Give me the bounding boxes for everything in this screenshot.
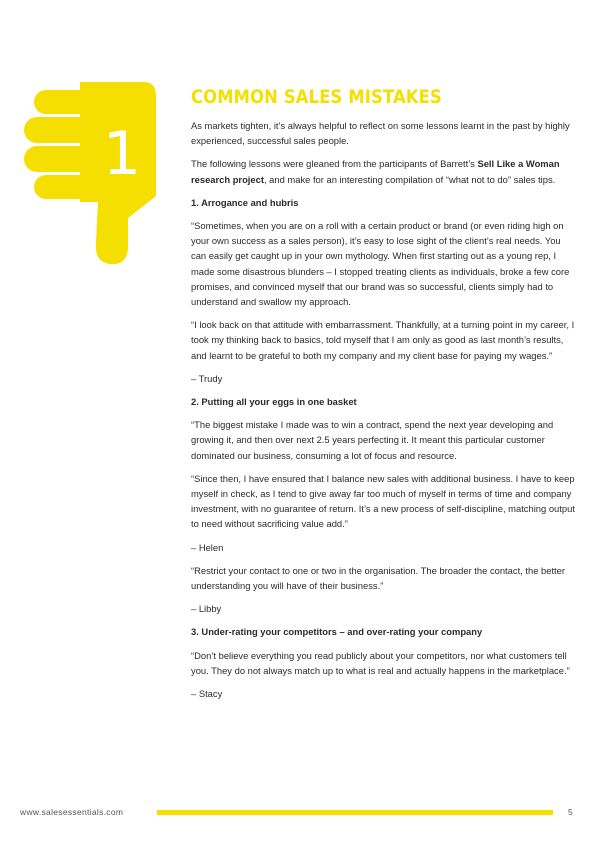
research-project-name: Sell Like a Woman research project	[191, 158, 560, 185]
section-2-attribution-2: – Libby	[191, 603, 222, 615]
page-title: COMMON SALES MISTAKES	[191, 86, 442, 108]
article	[191, 86, 576, 709]
section-2-attribution-1: – Helen	[191, 541, 224, 553]
section-2-heading: 2. Putting all your eggs in one basket	[191, 396, 357, 408]
intro-paragraph: As markets tighten, it’s always helpful to reflect on some lessons learnt in the past by highly experienced, successful sales people.	[191, 120, 570, 147]
section-1-quote-1: “Sometimes, when you are on a roll with a certain product or brand (or even riding high on your own success as a sales person), it’s easy to lose sight of the client’s real needs. You can easily get caught up in your own mythology. When first starting out as a young rep, I made some disastrous blunders – I stopped treating clients as individuals, broke a few core promises, and convinced myself that our brand was so successful, clients simply had to understand and swallow my approach.	[191, 220, 570, 308]
lead-text-before: The following lessons were gleaned from the participants of Barrett’s	[191, 158, 478, 170]
section-3-heading: 3. Under-rating your competitors – and over-rating your company	[191, 626, 483, 638]
section-1-quote-2: “I look back on that attitude with embarrassment. Thankfully, at a turning point in my career, I took my thinking back to basics, told myself that I am only as good as last month’s results, and learnt to be grateful to both my company and my client base for paying my wages.”	[191, 319, 575, 361]
page-number: 5	[568, 807, 573, 817]
section-3-attribution: – Stacy	[191, 688, 223, 700]
footer-url[interactable]: www.salesessentials.com	[20, 807, 124, 817]
section-1-attribution: – Trudy	[191, 372, 223, 384]
lead-paragraph	[191, 156, 576, 186]
section-2-quote-3: “Restrict your contact to one or two in the organisation. The broader the contact, the better understanding you will have of their business.”	[191, 564, 565, 592]
badge-number: 1	[102, 119, 142, 189]
section-2-quote-2: “Since then, I have ensured that I balance new sales with additional business. I have to keep myself in check, as I tend to give away far too much of myself in terms of time and company investment, with no guarantee of return. It’s a new process of self-discipline, matching output to need without sacrificing value add.”	[191, 472, 575, 530]
lead-text-after: , and make for an interesting compilation of “what not to do” sales tips.	[263, 173, 556, 185]
footer-divider	[157, 810, 553, 815]
section-1-heading: 1. Arrogance and hubris	[191, 196, 299, 208]
thumbs-down-icon	[22, 78, 162, 268]
section-2-quote-1: “The biggest mistake I made was to win a contract, spend the next year developing and growing it, and then over next 2.5 years perfecting it. It meant this particular customer dominated our business, consuming a lot of focus and resource.	[191, 419, 554, 461]
section-3-quote-1: “Don’t believe everything you read publicly about your competitors, nor what customers tell you. They do not always match up to what is real and actually happens in the marketplace.”	[191, 649, 570, 676]
